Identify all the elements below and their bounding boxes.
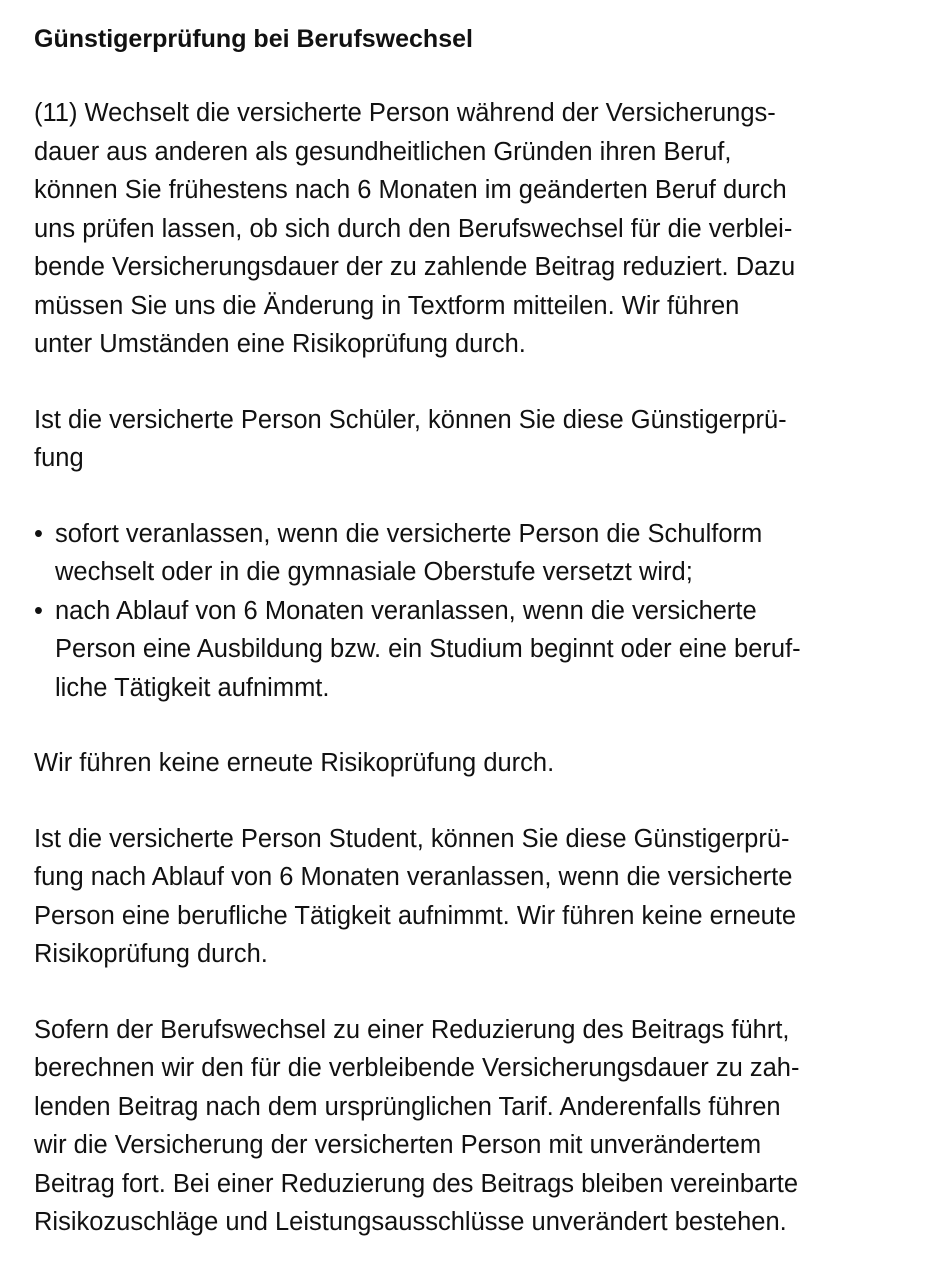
bullet-icon: • [34,596,43,625]
text-line: Risikozuschläge und Leistungsausschlüsse unverändert bestehen. [34,1208,787,1236]
text-line: fung [34,444,84,472]
list-item [34,592,914,708]
list-item [34,515,914,592]
text-line: Ist die versicherte Person Student, können Sie diese Günstigerprü- [34,824,790,853]
text-line: Person eine berufliche Tätigkeit aufnimmt. Wir führen keine erneute [34,901,797,930]
text-line: wechselt oder in die gymnasiale Oberstufe versetzt wird; [55,558,693,586]
text-line: Ist die versicherte Person Schüler, können Sie diese Günstigerprü- [34,405,787,434]
text-line: nach Ablauf von 6 Monaten veranlassen, wenn die versicherte [55,596,757,625]
text-line: können Sie frühestens nach 6 Monaten im geänderten Beruf durch [34,176,787,204]
text-line: Sofern der Berufswechsel zu einer Reduzierung des Beitrags führt, [34,1015,790,1044]
text-line: bende Versicherungsdauer der zu zahlende Beitrag reduziert. Dazu [34,253,796,281]
text-line: Beitrag fort. Bei einer Reduzierung des Beitrags bleiben vereinbarte [34,1169,799,1198]
text-line: fung nach Ablauf von 6 Monaten veranlassen, wenn die versicherte [34,863,793,891]
text-line: (11) Wechselt die versicherte Person während der Versicherungs- [34,99,776,127]
paragraph-pupil [34,401,914,478]
bullet-icon: • [34,519,43,548]
text-line: berechnen wir den für die verbleibende Versicherungsdauer zu zah- [34,1054,800,1082]
text-line: dauer aus anderen als gesundheitlichen Gründen ihren Beruf, [34,137,732,166]
paragraph-contribution-reduction [34,1011,914,1242]
text-line: Person eine Ausbildung bzw. ein Studium beginnt oder eine beruf- [55,635,801,663]
paragraph-no-reexam [34,744,914,783]
section-heading: Günstigerprüfung bei Berufswechsel [34,25,473,53]
paragraph-clause-11 [34,94,914,364]
text-line: Wir führen keine erneute Risikoprüfung durch. [34,749,555,777]
bullet-list [34,515,914,708]
text-line: müssen Sie uns die Änderung in Textform mitteilen. Wir führen [34,291,740,320]
text-line: wir die Versicherung der versicherten Person mit unverändertem [34,1131,762,1159]
text-line: Risikoprüfung durch. [34,940,268,968]
paragraph-student [34,820,914,974]
document-body [34,18,914,1279]
text-line: sofort veranlassen, wenn die versicherte Person die Schulform [55,519,763,548]
text-line: uns prüfen lassen, ob sich durch den Berufswechsel für die verblei- [34,214,793,243]
text-line: liche Tätigkeit aufnimmt. [55,673,330,702]
text-line: lenden Beitrag nach dem ursprünglichen Tarif. Anderenfalls führen [34,1092,781,1121]
text-line: unter Umständen eine Risikoprüfung durch. [34,330,526,358]
